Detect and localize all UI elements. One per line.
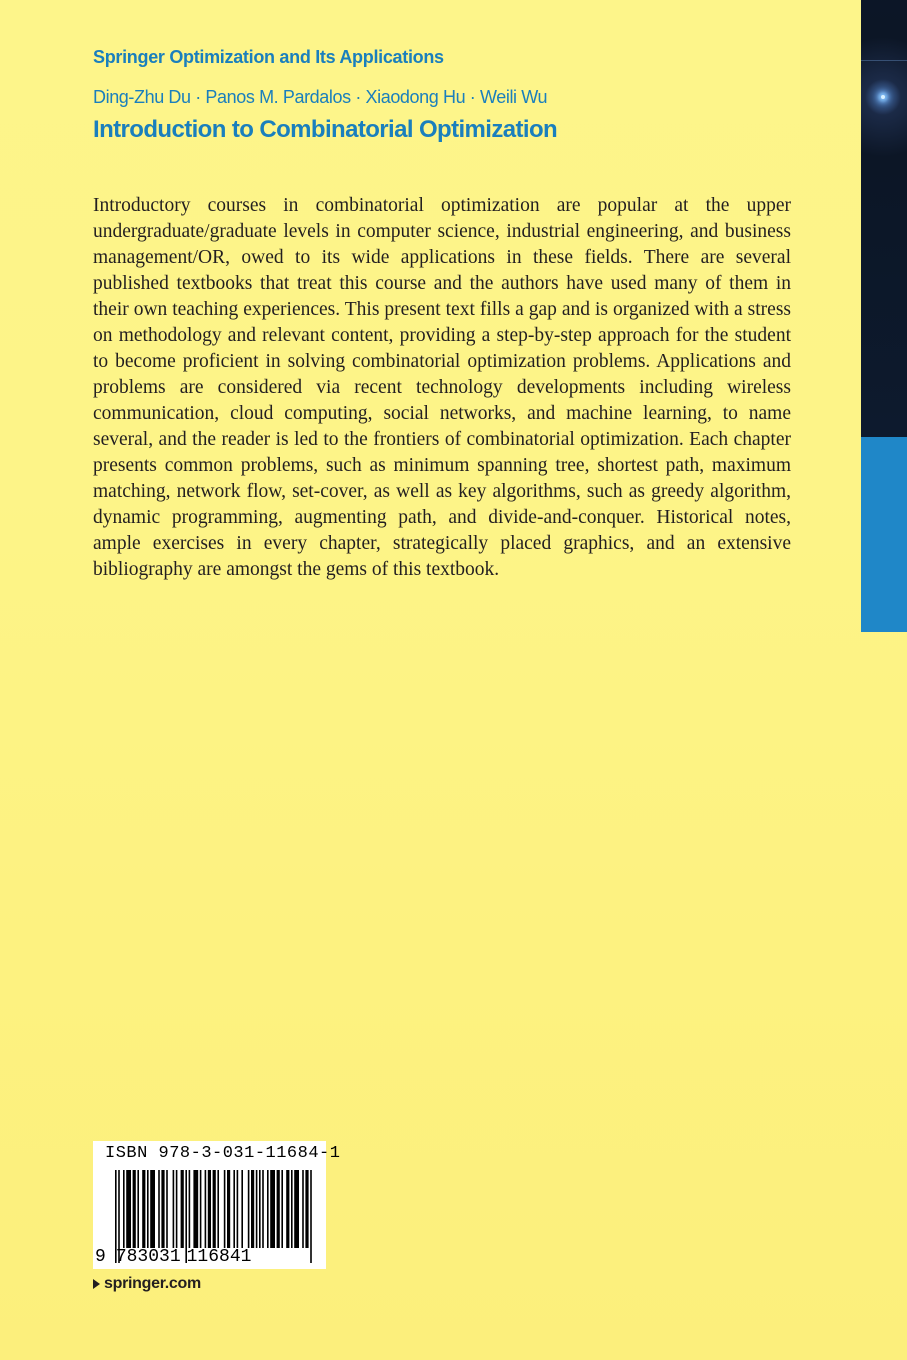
barcode-lead-digit: 9 bbox=[95, 1247, 106, 1267]
barcode-bar bbox=[147, 1170, 149, 1248]
barcode-right-digits: 116841 bbox=[186, 1247, 252, 1267]
barcode-bar bbox=[166, 1170, 168, 1248]
barcode-bar bbox=[233, 1170, 235, 1248]
book-description: Introductory courses in combinatorial optimization are popular at the upper undergraduate/graduate levels in computer science, industrial engineering, and business management/OR, owed to its wide applications in these fields. There are several published textbooks that treat this course and the authors have used many of them in their own teaching experiences. This present text fills a gap and is organized with a stress on methodology and relevant content, providing a step-by-step approach for the student to become proficient in solving combinatorial optimization problems. Applications and problems are considered via recent technology developments including wireless communication, cloud computing, social networks, and machine learning, to name several, and the reader is led to the frontiers of combinatorial optimization. Each chapter presents common problems, such as minimum spanning tree, shortest path, maximum matching, network flow, set-cover, as well as key algorithms, such as greedy algorithm, dynamic programming, augmenting path, and divide-and-conquer. Historical notes, ample exercises in every chapter, strategically placed graphics, and an extensive bibliography are amongst the gems of this textbook. bbox=[93, 195, 791, 580]
barcode-bar bbox=[150, 1170, 155, 1248]
barcode-bar bbox=[262, 1170, 264, 1248]
barcode-bar bbox=[251, 1170, 254, 1248]
author-list: Ding-Zhu Du · Panos M. Pardalos · Xiaodong Hu · Weili Wu bbox=[93, 87, 548, 107]
barcode-bar bbox=[291, 1170, 293, 1248]
barcode-bar bbox=[193, 1170, 198, 1248]
barcode-bar bbox=[189, 1170, 191, 1248]
barcode-left-digits: 783031 bbox=[115, 1247, 181, 1267]
barcode-bar bbox=[161, 1170, 164, 1248]
publisher-website-link[interactable] bbox=[93, 1275, 201, 1293]
barcode-bar bbox=[294, 1170, 299, 1248]
barcode-bar bbox=[305, 1170, 308, 1248]
barcode-bar bbox=[224, 1170, 226, 1248]
barcode-bar bbox=[208, 1170, 211, 1248]
barcode-bar bbox=[281, 1170, 283, 1248]
isbn-number: ISBN 978-3-031-11684-1 bbox=[105, 1144, 341, 1163]
barcode-bar bbox=[173, 1170, 175, 1248]
barcode-bar bbox=[270, 1170, 275, 1248]
barcode-bar bbox=[256, 1170, 258, 1248]
cover-art-strip bbox=[861, 0, 907, 437]
barcode-bar bbox=[286, 1170, 289, 1248]
isbn-barcode bbox=[93, 1141, 341, 1269]
barcode-bar bbox=[237, 1170, 239, 1248]
publisher-website[interactable]: springer.com bbox=[104, 1275, 201, 1292]
barcode-bar bbox=[142, 1170, 145, 1248]
star-flare-icon bbox=[881, 95, 885, 99]
barcode-bar bbox=[133, 1170, 136, 1248]
barcode-bar bbox=[241, 1170, 243, 1248]
series-name: Springer Optimization and Its Applications bbox=[93, 47, 444, 67]
barcode-bar bbox=[205, 1170, 207, 1248]
barcode-bar bbox=[200, 1170, 202, 1248]
barcode-digits bbox=[95, 1247, 251, 1267]
barcode-bar bbox=[213, 1170, 216, 1248]
book-title: Introduction to Combinatorial Optimization bbox=[93, 116, 558, 143]
barcode-bar bbox=[267, 1170, 269, 1248]
barcode-bar bbox=[123, 1170, 125, 1248]
barcode-bar bbox=[176, 1170, 178, 1248]
barcode-bar bbox=[248, 1170, 250, 1248]
barcode-bar bbox=[126, 1170, 131, 1248]
barcode-bar bbox=[277, 1170, 280, 1248]
barcode-bar bbox=[158, 1170, 160, 1248]
barcode-bar bbox=[181, 1170, 184, 1248]
arrow-right-icon bbox=[93, 1279, 100, 1289]
barcode-bar bbox=[302, 1170, 304, 1248]
barcode-bar bbox=[217, 1170, 219, 1248]
barcode-bar bbox=[227, 1170, 230, 1248]
barcode-bar bbox=[137, 1170, 139, 1248]
barcode-bar bbox=[310, 1170, 312, 1263]
light-beam bbox=[861, 60, 907, 61]
blue-spine-band bbox=[861, 437, 907, 632]
barcode-bar bbox=[259, 1170, 261, 1248]
